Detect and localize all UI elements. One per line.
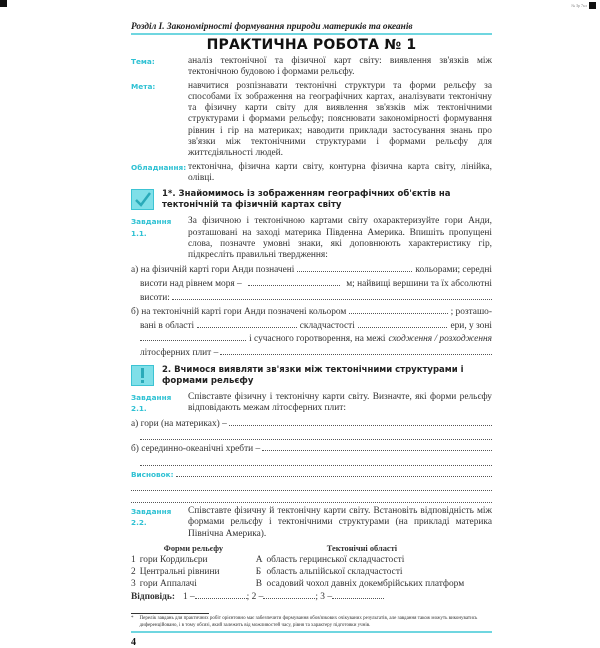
page-number: 4	[131, 636, 136, 648]
blank[interactable]	[140, 430, 492, 440]
blank[interactable]	[176, 468, 492, 477]
task-1-1-a: а) на фізичній карті гори Анди позначені кольорами; середні висоти над рівнем моря – м; найвищі вершини та їх абсолютні висоти:	[131, 265, 492, 304]
corner-label: № Зр 7кл	[571, 2, 596, 9]
blank[interactable]	[229, 417, 492, 426]
page-title: ПРАКТИЧНА РОБОТА № 1	[206, 37, 417, 53]
blank[interactable]	[140, 456, 492, 466]
blank[interactable]	[195, 590, 247, 599]
table-row: 2 Центральні рівнини Б область альпійської складчастості	[131, 566, 403, 577]
task-2-2: Завдання 2.2. Співставте фізичну й тектонічну карти світу. Встановіть відповідність між формами рельєфу і тектонічними структурами (на прикладі материка Північна Америка).	[131, 506, 492, 539]
blank[interactable]	[197, 319, 297, 328]
intro-topic: Тема: аналіз тектонічної та фізичної карт світу: виявлення зв'язків між тектонічною будовою і формами рельєфу.	[131, 56, 492, 78]
task-1-1: Завдання 1.1. За фізичною і тектонічною картами світу охарактеризуйте гори Анди, розташовані на заході материка Південна Америка. Впишіть пропущені слова, позначте умовні знаки, які доповнюють характеристику гір, підкресліть правильні твердження:	[131, 216, 492, 261]
table-row: 3 гори Аппалачі В осадовий чохол давніх докембрійських платформ	[131, 578, 465, 589]
exclamation-icon	[131, 365, 154, 386]
intro-equipment: Обладнання: тектонічна, фізична карти світу, контурна фізична карта світу, лінійка, олівці.	[131, 161, 492, 183]
checkmark-icon	[131, 189, 154, 210]
corner-mark	[0, 0, 7, 7]
matching-table: Форми рельєфу Тектонічні області 1 гори Кордильєри А область герцинської складчастості 2 Центральні рівнини Б область альпійської складчастості 3 гори Аппалачі В осадовий чохол давніх докембрійських платформ Відповідь: 1 – ; 2 – ; 3 –	[131, 542, 492, 603]
blank[interactable]	[140, 332, 246, 341]
blank[interactable]	[131, 481, 492, 491]
blank[interactable]	[263, 590, 315, 599]
blank[interactable]	[332, 590, 384, 599]
blank[interactable]	[131, 493, 492, 503]
blank[interactable]	[220, 346, 492, 355]
section1-heading: 1*. Знайомимось із зображенням географічних об'єктів на тектонічній та фізичній картах світу	[131, 189, 492, 211]
page-content	[131, 22, 492, 648]
blank[interactable]	[358, 319, 448, 328]
task-1-1-b: б) на тектонічній карті гори Анди позначені кольором ; розташо- вані в області складчастості ери, у зоні і сучасного горотворення, на межі сходження / розходження літосферних плит –	[131, 306, 492, 359]
table-row: 1 гори Кордильєри А область герцинської складчастості	[131, 554, 405, 565]
blank[interactable]	[297, 263, 412, 272]
running-header: Розділ І. Закономірності формування природи материків та океанів	[131, 22, 492, 35]
task-2-1-answers: а) гори (на материках) – б) серединно-океанічні хребти – Висновок:	[131, 417, 492, 503]
blank[interactable]	[248, 277, 340, 286]
intro-goal: Мета: навчитися розпізнавати тектонічні структури та форми рельєфу за способами їх зображення на географічних картах, аналізувати тектонічну та фізичну карти світу для виявлення зв'язків між тектонічними структурами і формами рельєфу; пояснювати закономірності формування рівнин і гір на материках; наводити приклади застосування знань про зв'язки між тектонічними структурами і формами рельєфу для життєдіяльності людей.	[131, 80, 492, 159]
footnote: * Перелік завдань для практичних робіт орієнтовно має забезпечити формування обов'язкових очікуваних результатів, але завдання також можуть виконуватись диференційовано, і в тому обсязі, який залежить від можливостей часу, рівня та характеру підготовки учнів.	[131, 614, 492, 632]
blank[interactable]	[172, 291, 492, 300]
corner-square	[589, 2, 596, 9]
section2-heading: 2. Вчимося виявляти зв'язки між тектонічними структурами і формами рельєфу	[131, 365, 492, 387]
task-2-1: Завдання 2.1. Співставте фізичну і тектонічну карти світу. Визначте, які форми рельєфу відповідають межам літосферних плит:	[131, 392, 492, 414]
answer-line: Відповідь: 1 – ; 2 – ; 3 –	[131, 590, 492, 603]
blank[interactable]	[349, 305, 447, 314]
blank[interactable]	[262, 442, 492, 451]
